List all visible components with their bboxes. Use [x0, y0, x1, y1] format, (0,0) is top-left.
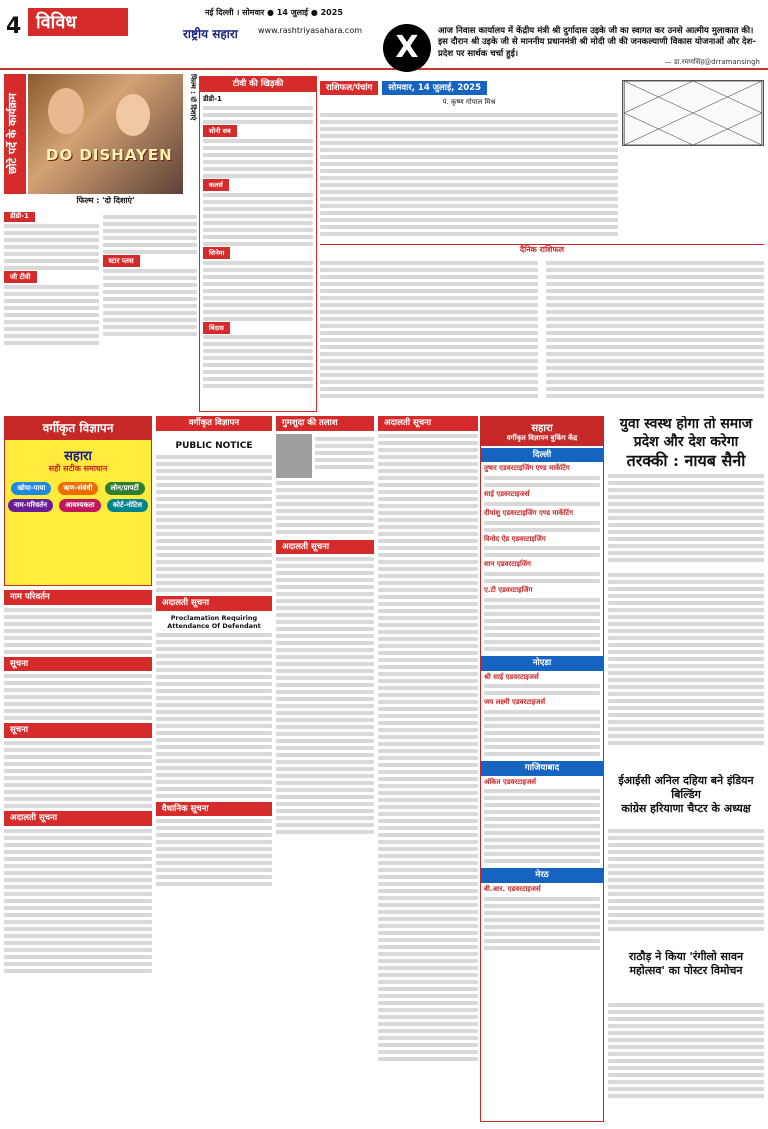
news-2	[608, 774, 764, 824]
headline-line: ईआईसी अनिल दहिया बने इंडियन बिल्डिंग	[618, 774, 754, 801]
news-1	[608, 416, 764, 566]
category-pill: खोया-पाया	[11, 482, 51, 495]
channel-label: स्टार प्लस	[103, 255, 140, 267]
section-title: सूचना	[4, 657, 152, 672]
headline-line: कांग्रेस हरियाणा चैप्टर के अध्यक्ष	[621, 801, 751, 815]
section-title: अदालती सूचना	[156, 596, 272, 611]
website: www.rashtriyasahara.com	[258, 26, 363, 35]
tweet-handle: — डा.रमणसिंह@drramansingh	[664, 58, 760, 66]
film-side-label: फिल्म : दो दिशाएं	[189, 74, 197, 121]
channel-label: बिंदास	[203, 322, 230, 334]
headline-line: प्रदेश और देश करेगा	[633, 433, 739, 450]
booking-centers	[480, 416, 604, 1122]
headline-line: महोत्सव' का पोस्टर विमोचन	[629, 963, 743, 977]
classified-promo	[4, 416, 152, 586]
paper-logo: राष्ट्रीय सहारा	[183, 27, 238, 41]
classified-col3	[276, 416, 374, 1116]
section-title: सूचना	[4, 723, 152, 738]
category-pill: नाम-परिवर्तन	[8, 499, 53, 512]
channel-label: सोनी सब	[203, 125, 237, 137]
missing-person-photo	[276, 434, 312, 478]
section-title: अदालती सूचना	[276, 540, 374, 555]
booking-title: वर्गीकृत विज्ञापन बुकिंग केंद्र	[506, 434, 578, 442]
astrologer: पं. कृष्ण गोपाल मिश्र	[442, 98, 496, 106]
missing-title: गुमशुदा की तलाश	[276, 416, 374, 431]
channel-label: जी टीवी	[4, 271, 37, 283]
city-noida: नोएडा	[481, 656, 603, 671]
film-poster	[28, 74, 183, 194]
classified-left-column	[4, 590, 152, 1120]
city-meerut: मेरठ	[481, 868, 603, 883]
headline-line: युवा स्वस्थ होगा तो समाज	[619, 416, 753, 432]
category-pill: ऋण-संबंधी	[58, 482, 99, 495]
center-name: शान एडवरटाइजिंग	[484, 560, 531, 569]
classified-slogan: सही सटीक समाधान	[48, 464, 108, 473]
film-strip: छोटे पर्दे के कार्यक्रम	[4, 74, 26, 194]
daily-rashifal-body	[320, 258, 764, 408]
actor-face-1	[48, 88, 84, 134]
headline-line: तरक्की : नायब सैनी	[626, 451, 746, 470]
headline-line: राठौड़ ने किया 'रंगीलो सावन	[628, 950, 744, 963]
section-title: अदालती सूचना	[4, 811, 152, 826]
news-3-body	[608, 1000, 764, 1120]
section-title: अदालती सूचना	[378, 416, 478, 431]
section-title: नाम परिवर्तन	[4, 590, 152, 605]
proclamation-title: Proclamation Requiring Attendance Of Defendant	[167, 613, 261, 630]
center-name: जय लक्ष्मी एडवरटाइजर्स	[484, 698, 546, 707]
classified-col4	[378, 416, 478, 1116]
center-name: तुषार एडवरटाइजिंग एण्ड मार्केटिंग	[484, 464, 570, 473]
page-number: 4	[6, 14, 22, 39]
rashifal-title: राशिफल/पंचांग	[320, 81, 378, 96]
center-name: विनोद ऐड एडवरटाइजिंग	[484, 534, 546, 543]
panchang-text	[320, 110, 618, 242]
public-notice-title: PUBLIC NOTICE	[175, 440, 253, 451]
center-name: साई एडवरटाइजर्स	[484, 490, 530, 499]
poster-title: DO DISHAYEN	[46, 146, 173, 164]
section-title: वैधानिक सूचना	[156, 802, 272, 817]
x-logo-icon: X	[383, 24, 431, 72]
channel-label: कलर्स	[203, 179, 229, 191]
news-1-body	[608, 570, 764, 770]
rashifal-date: सोमवार, 14 जुलाई, 2025	[382, 81, 487, 96]
news-3	[608, 950, 764, 998]
category-pill: आवश्यकता	[59, 499, 100, 512]
rashifal-header	[320, 78, 618, 98]
issue-date: नई दिल्ली । सोमवार ● 14 जुलाई ● 2025	[205, 8, 343, 17]
channel-label: डीडी-1	[203, 94, 222, 103]
center-name: श्री साई एडवरटाइजर्स	[484, 672, 539, 681]
channel-label: सिनेमा	[203, 247, 230, 259]
center-name: दीपांशु एडवरटाइजिंग एण्ड मार्केटिंग	[484, 508, 574, 517]
classified-promo-title: वर्गीकृत विज्ञापन	[5, 417, 151, 440]
center-name: अंकित एडवरटाइजर्स	[484, 777, 537, 786]
tweet-text: आज निवास कार्यालय में केंद्रीय मंत्री श्री दुर्गादास उइके जी का स्वागत कर उनसे आत्मीय मुलाकात की। इस दौरान श्री उइके जी से माननीय प्रधानमंत्री श्री मोदी जी की जनकल्याणी विकास योजनाओं और देश-प्रदेश पर सार्थक चर्चा हुई।	[438, 26, 756, 59]
category-pill: कोर्ट-नोटिस	[107, 499, 148, 512]
center-name: बी.आर. एडवरटाइजर्स	[484, 885, 541, 893]
classified-col2	[156, 416, 272, 1116]
city-delhi: दिल्ली	[481, 448, 603, 463]
booking-brand: सहारा	[531, 423, 553, 434]
daily-rashifal-title: दैनिक राशिफल	[320, 244, 764, 256]
channel-label: डीडी-1	[4, 212, 35, 222]
kundali-chart	[622, 80, 764, 146]
classified-brand: सहारा	[64, 449, 92, 464]
center-name: ए.टी एडवरटाइजिंग	[484, 586, 533, 595]
tv-window	[199, 76, 317, 412]
page-header	[0, 0, 768, 70]
news-2-body	[608, 826, 764, 946]
classified-header: वर्गीकृत विज्ञापन	[156, 416, 272, 431]
tv-listings	[4, 212, 197, 412]
tv-window-title: टीवी की खिड़की	[200, 77, 316, 92]
film-caption: फिल्म : 'दो दिशाएं'	[76, 196, 135, 205]
category-pill: लोन/प्रापर्टी	[105, 482, 145, 495]
section-title: विविध	[28, 8, 128, 36]
actor-face-2	[116, 94, 150, 136]
city-ghaziabad: गाजियाबाद	[481, 761, 603, 776]
